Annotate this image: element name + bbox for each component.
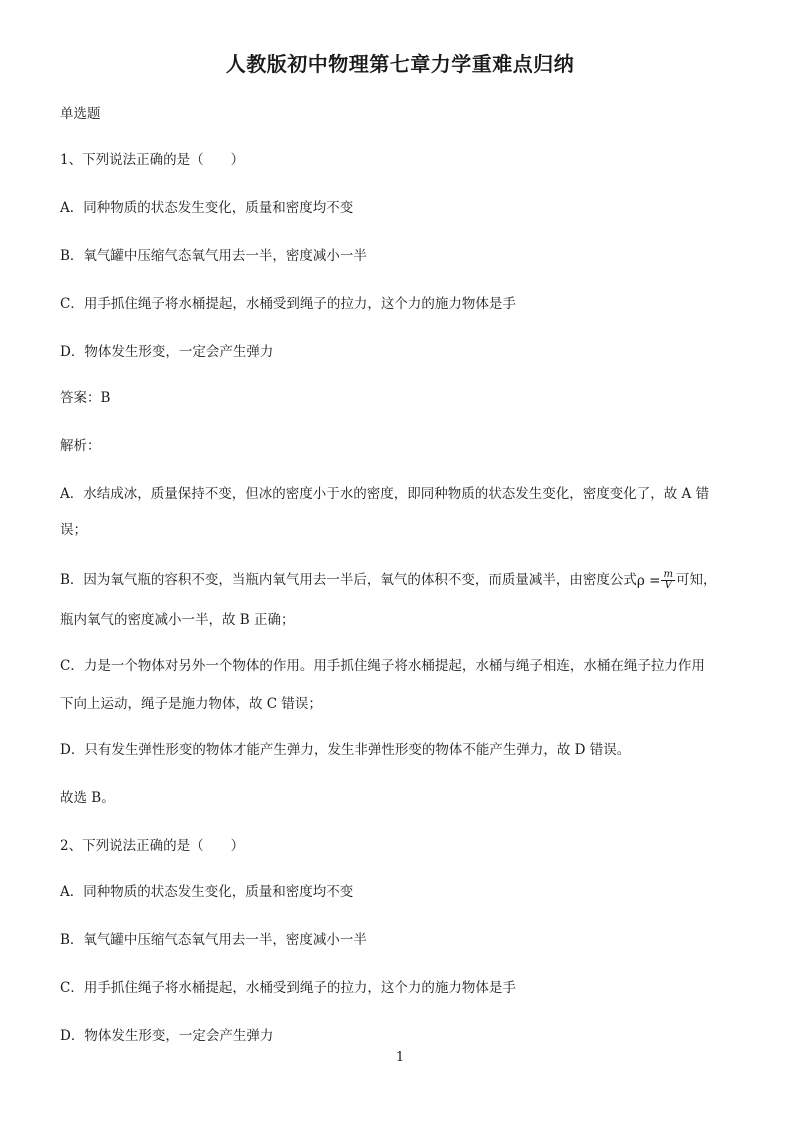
- question-2-option-c: C．用手抓住绳子将水桶提起，水桶受到绳子的拉力，这个力的施力物体是手: [60, 980, 516, 996]
- question-1-answer: 答案：B: [60, 390, 111, 406]
- section-heading: 单选题: [60, 106, 101, 122]
- question-1-option-b: B．氧气罐中压缩气态氧气用去一半，密度减小一半: [60, 248, 367, 264]
- question-1-analysis-label: 解析：: [60, 438, 101, 454]
- question-2-option-b: B．氧气罐中压缩气态氧气用去一半，密度减小一半: [60, 932, 367, 948]
- analysis-a-line-2: 误；: [60, 522, 87, 538]
- analysis-d-line-1: D．只有发生弹性形变的物体才能产生弹力，发生非弹性形变的物体不能产生弹力，故 D 错误。: [60, 742, 631, 758]
- fraction-denominator: V: [664, 580, 672, 591]
- document-title: 人教版初中物理第七章力学重难点归纳: [225, 52, 575, 76]
- question-2-stem: 2、下列说法正确的是（ ）: [60, 838, 245, 854]
- question-2-option-a: A．同种物质的状态发生变化，质量和密度均不变: [60, 884, 354, 900]
- question-1-stem: 1、下列说法正确的是（ ）: [60, 152, 245, 168]
- analysis-b-suffix: 可知，: [675, 572, 717, 588]
- analysis-b-line-1: [60, 570, 740, 591]
- density-formula: [637, 570, 676, 591]
- density-formula-lhs: ρ =: [636, 572, 661, 589]
- question-1-option-a: A．同种物质的状态发生变化，质量和密度均不变: [60, 200, 354, 216]
- analysis-c-line-1: C．力是一个物体对另外一个物体的作用。用手抓住绳子将水桶提起，水桶与绳子相连，水桶在绳子拉力作用: [60, 658, 705, 674]
- question-1-option-c: C．用手抓住绳子将水桶提起，水桶受到绳子的拉力，这个力的施力物体是手: [60, 296, 516, 312]
- question-2-option-d: D．物体发生形变，一定会产生弹力: [60, 1028, 274, 1044]
- analysis-a-line-1: A．水结成冰，质量保持不变，但冰的密度小于水的密度，即同种物质的状态发生变化，密度变化了，故 A 错: [60, 486, 710, 502]
- question-1-option-d: D．物体发生形变，一定会产生弹力: [60, 344, 274, 360]
- density-fraction: [661, 570, 674, 591]
- analysis-b-line-2: 瓶内氧气的密度减小一半，故 B 正确；: [60, 612, 295, 628]
- question-1-conclusion: 故选 B。: [60, 790, 115, 806]
- page-number: 1: [395, 1050, 405, 1065]
- fraction-numerator: m: [663, 569, 673, 580]
- analysis-c-line-2: 下向上运动，绳子是施力物体，故 C 错误；: [60, 696, 322, 712]
- analysis-b-text: B．因为氧气瓶的容积不变，当瓶内氧气用去一半后，氧气的体积不变，而质量减半，由密度公式: [60, 572, 637, 588]
